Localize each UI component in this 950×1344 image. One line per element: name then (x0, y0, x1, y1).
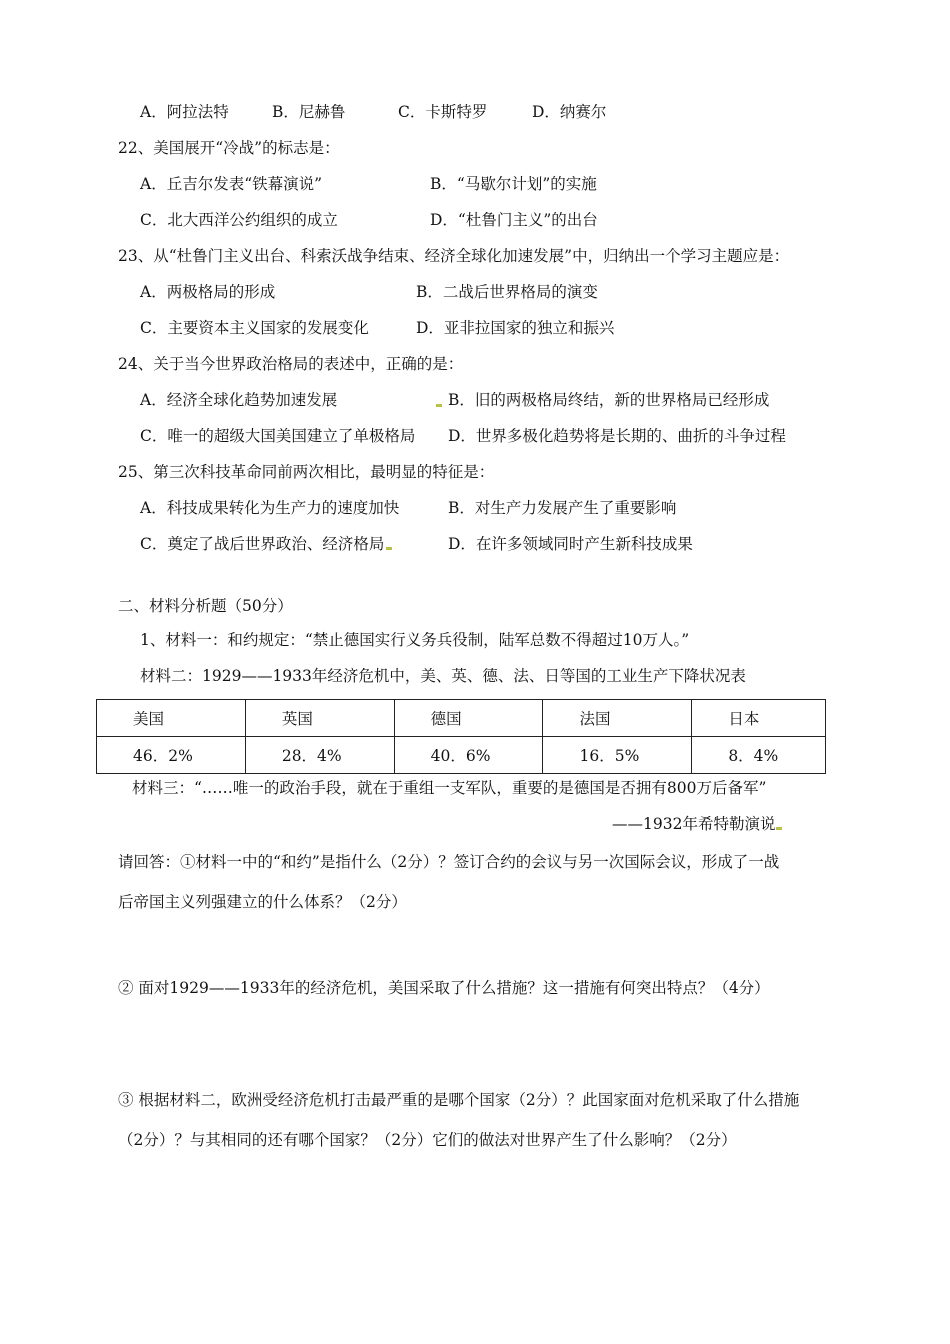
q21-option-a: A．阿拉法特 (140, 103, 229, 121)
q22-option-b: B．“马歇尔计划”的实施 (430, 175, 597, 193)
q25-option-a: A．科技成果转化为生产力的速度加快 (140, 499, 400, 517)
table-header-cell: 日本 (692, 700, 826, 737)
material-three: 材料三：“……唯一的政治手段，就在于重组一支军队，重要的是德国是否拥有800万后备军” (132, 779, 767, 797)
q25-option-b: B．对生产力发展产生了重要影响 (448, 499, 677, 517)
question-one-line2: 后帝国主义列强建立的什么体系？（2分） (118, 893, 407, 911)
q25-option-c: C．奠定了战后世界政治、经济格局 (140, 535, 385, 553)
q22-option-a: A．丘吉尔发表“铁幕演说” (140, 175, 323, 193)
q22-option-d: D．“杜鲁门主义”的出台 (430, 211, 598, 229)
q21-option-c: C．卡斯特罗 (398, 103, 488, 121)
material-three-source: ——1932年希特勒演说 (612, 815, 776, 833)
table-row (97, 737, 826, 774)
scan-mark (436, 404, 442, 407)
q22-stem: 22、美国展开“冷战”的标志是： (118, 139, 340, 157)
section2-heading: 二、材料分析题（50分） (118, 597, 293, 615)
q23-option-d: D．亚非拉国家的独立和振兴 (416, 319, 615, 337)
q24-stem: 24、关于当今世界政治格局的表述中，正确的是： (118, 355, 464, 373)
q24-option-d: D．世界多极化趋势将是长期的、曲折的斗争过程 (448, 427, 786, 445)
question-two: ② 面对1929——1933年的经济危机，美国采取了什么措施？这一措施有何突出特点？（4分） (118, 979, 770, 997)
q23-option-c: C．主要资本主义国家的发展变化 (140, 319, 369, 337)
table-cell: 8．4% (692, 737, 826, 774)
q23-stem: 23、从“杜鲁门主义出台、科索沃战争结束、经济全球化加速发展”中，归纳出一个学习主题应是： (118, 247, 790, 265)
q21-option-d: D．纳赛尔 (532, 103, 607, 121)
q23-option-b: B．二战后世界格局的演变 (416, 283, 598, 301)
question-three-line2: （2分）？与其相同的还有哪个国家？（2分）它们的做法对世界产生了什么影响？（2分） (118, 1131, 737, 1149)
material-two: 材料二：1929——1933年经济危机中，美、英、德、法、日等国的工业生产下降状况表 (140, 667, 746, 685)
table-header-cell: 法国 (543, 700, 692, 737)
table-cell: 46．2% (97, 737, 246, 774)
q24-option-c: C．唯一的超级大国美国建立了单极格局 (140, 427, 416, 445)
question-three-line1: ③ 根据材料二，欧洲受经济危机打击最严重的是哪个国家（2分）？此国家面对危机采取了什么措施 (118, 1091, 800, 1109)
table-header-cell: 德国 (394, 700, 543, 737)
q25-option-d: D．在许多领域同时产生新科技成果 (448, 535, 693, 553)
table-cell: 16．5% (543, 737, 692, 774)
question-one-line1: 请回答：①材料一中的“和约”是指什么（2分）？签订合约的会议与另一次国际会议，形成了一战 (118, 853, 780, 871)
table-header-cell: 英国 (245, 700, 394, 737)
q23-option-a: A．两极格局的形成 (140, 283, 276, 301)
table-cell: 28．4% (245, 737, 394, 774)
table-header-cell: 美国 (97, 700, 246, 737)
q24-option-b: B．旧的两极格局终结，新的世界格局已经形成 (448, 391, 770, 409)
q22-option-c: C．北大西洋公约组织的成立 (140, 211, 338, 229)
table-header-row (97, 700, 826, 737)
q21-option-b: B．尼赫鲁 (272, 103, 346, 121)
industrial-decline-table (96, 699, 826, 774)
q25-stem: 25、第三次科技革命同前两次相比，最明显的特征是： (118, 463, 495, 481)
scan-mark (386, 547, 392, 550)
table-cell: 40．6% (394, 737, 543, 774)
material-one: 1、材料一：和约规定：“禁止德国实行义务兵役制，陆军总数不得超过10万人。” (140, 631, 690, 649)
q24-option-a: A．经济全球化趋势加速发展 (140, 391, 338, 409)
scan-mark (776, 827, 782, 830)
